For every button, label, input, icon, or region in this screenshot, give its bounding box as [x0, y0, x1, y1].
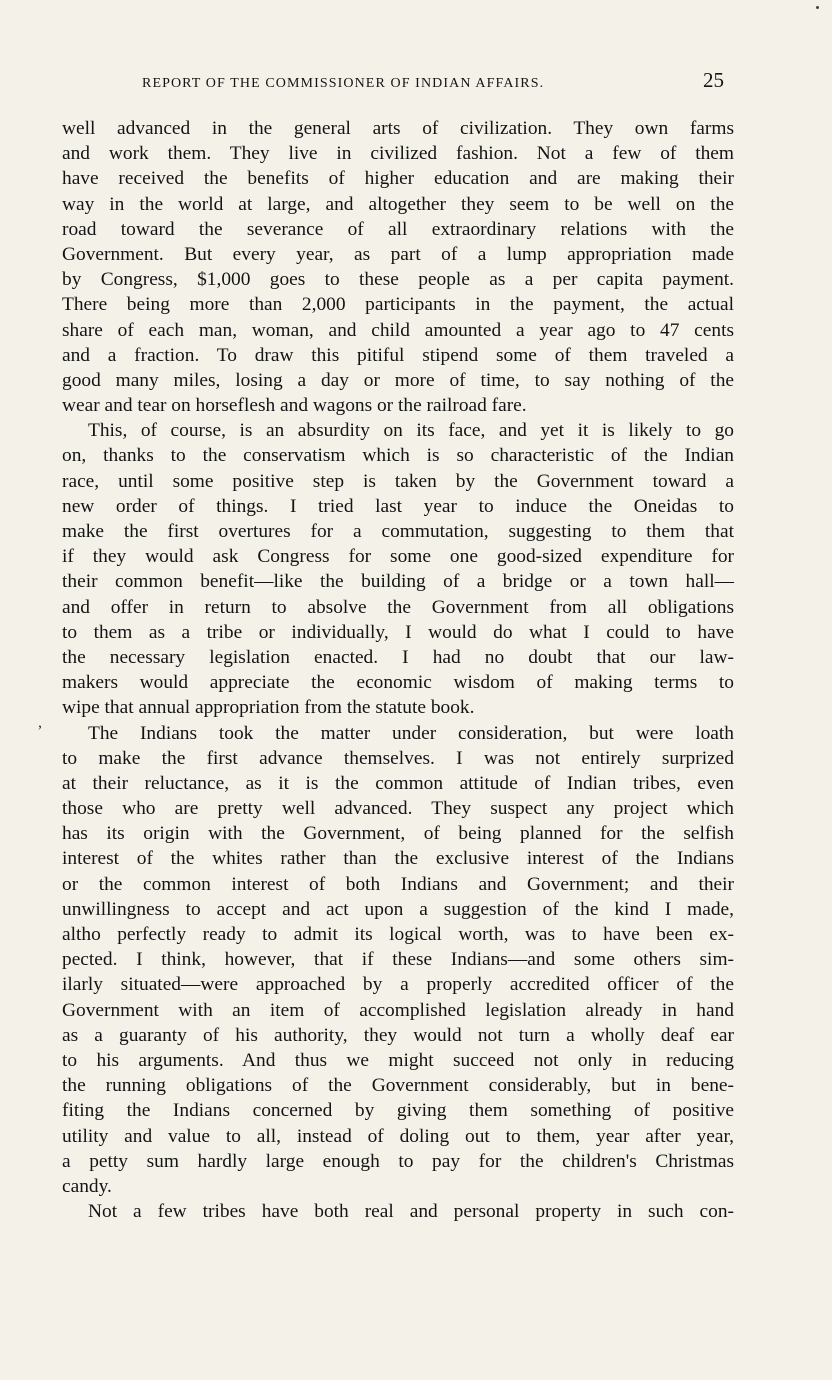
text-line: altho perfectly ready to admit its logical worth, was to have been ex- — [62, 924, 734, 945]
text-line: wipe that annual appropriation from the statute book. — [62, 697, 475, 719]
text-line: There being more than 2,000 participants in the payment, the actual — [62, 294, 734, 316]
text-line: Government. But every year, as part of a lump appropriation made — [62, 243, 734, 265]
text-line: the running obligations of the Government considerably, but in bene- — [62, 1075, 734, 1097]
text-line: fiting the Indians concerned by giving them something of positive — [62, 1100, 734, 1122]
text-line: make the first overtures for a commutation, suggesting to them that — [62, 521, 734, 542]
text-line: to his arguments. And thus we might succeed not only in reducing — [62, 1049, 734, 1071]
page-number: 25 — [703, 68, 724, 92]
text-line: on, thanks to the conservatism which is so characteristic of the Indian — [62, 445, 734, 467]
margin-mark: , — [38, 714, 42, 731]
paragraph-first-line: The Indians took the matter under consideration, but were loath — [88, 722, 734, 744]
text-line: or the common interest of both Indians and Government; and their — [62, 873, 734, 895]
text-line: interest of the whites rather than the exclusive interest of the Indians — [62, 848, 734, 870]
page-header — [62, 68, 734, 96]
text-line: by Congress, $1,000 goes to these people as a per capita payment. — [62, 269, 734, 291]
text-line: road toward the severance of all extraordinary relations with the — [62, 218, 734, 240]
text-line: ilarly situated—were approached by a properly accredited officer of the — [62, 974, 734, 996]
text-line: way in the world at large, and altogether they seem to be well on the — [62, 193, 734, 215]
text-line: a petty sum hardly large enough to pay for the children's Christmas — [62, 1150, 734, 1172]
text-line: those who are pretty well advanced. They suspect any project which — [62, 798, 734, 820]
text-line: share of each man, woman, and child amounted a year ago to 47 cents — [62, 319, 734, 341]
text-line: at their reluctance, as it is the common attitude of Indian tribes, even — [62, 772, 734, 794]
text-line: the necessary legislation enacted. I had no doubt that our law- — [62, 646, 734, 668]
paragraph-first-line: This, of course, is an absurdity on its face, and yet it is likely to go — [88, 420, 734, 442]
text-line: well advanced in the general arts of civilization. They own farms — [62, 118, 734, 139]
text-line: makers would appreciate the economic wisdom of making terms to — [62, 672, 734, 694]
text-line: utility and value to all, instead of doling out to them, year after year, — [62, 1125, 734, 1147]
paragraph-first-line: Not a few tribes have both real and personal property in such con- — [88, 1201, 734, 1223]
text-line: and offer in return to absolve the Government from all obligations — [62, 596, 734, 618]
text-line: and a fraction. To draw this pitiful stipend some of them traveled a — [62, 344, 734, 366]
text-line: and work them. They live in civilized fashion. Not a few of them — [62, 143, 734, 165]
text-line: wear and tear on horseflesh and wagons or the railroad fare. — [62, 395, 527, 417]
text-line: if they would ask Congress for some one good-sized expenditure for — [62, 546, 734, 568]
text-line: their common benefit—like the building of a bridge or a town hall— — [62, 571, 734, 593]
text-line: has its origin with the Government, of being planned for the selfish — [62, 823, 734, 845]
text-line: good many miles, losing a day or more of time, to say nothing of the — [62, 369, 734, 391]
text-line: have received the benefits of higher education and are making their — [62, 168, 734, 190]
text-line: pected. I think, however, that if these Indians—and some others sim- — [62, 949, 734, 971]
text-line: unwillingness to accept and act upon a suggestion of the kind I made, — [62, 898, 734, 920]
text-line: candy. — [62, 1175, 112, 1197]
scan-speck — [816, 6, 819, 9]
text-line: to make the first advance themselves. I was not entirely surprized — [62, 747, 734, 769]
text-line: to them as a tribe or individually, I would do what I could to have — [62, 621, 734, 643]
running-head: REPORT OF THE COMMISSIONER OF INDIAN AFFAIRS. — [142, 76, 545, 91]
text-line: Government with an item of accomplished legislation already in hand — [62, 999, 734, 1021]
text-line: race, until some positive step is taken by the Government toward a — [62, 470, 734, 492]
text-line: as a guaranty of his authority, they would not turn a wholly deaf ear — [62, 1024, 734, 1046]
body-text — [62, 116, 734, 1224]
text-line: new order of things. I tried last year to induce the Oneidas to — [62, 495, 734, 517]
